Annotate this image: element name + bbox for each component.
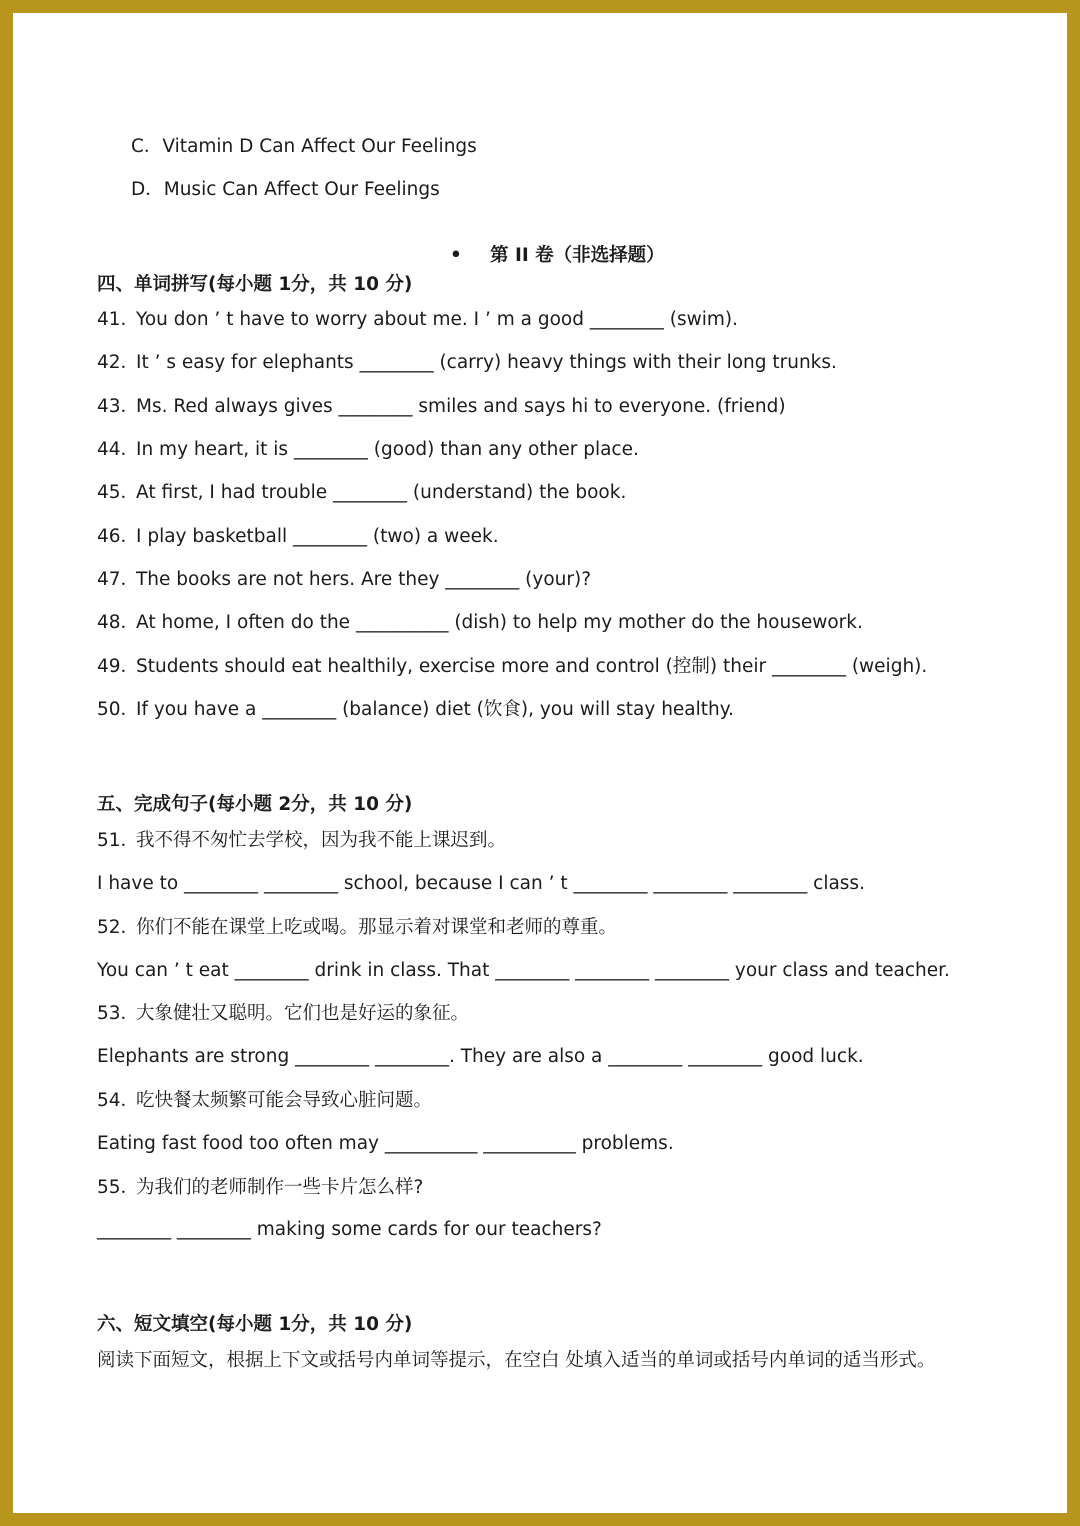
question-53-answer: Elephants are strong ________ ________. They are also a ________ ________ good luck. [97,1046,864,1067]
part2-title-row [450,244,665,268]
question-prompt: 吃快餐太频繁可能会导致心脏问题。 [136,1090,433,1111]
question-53-prompt [97,1002,469,1026]
question-prompt: 我不得不匆忙去学校，因为我不能上课迟到。 [136,830,507,851]
question-52-answer: You can ’ t eat ________ drink in class. That ________ ________ ________ your class and teacher. [97,960,950,981]
question-text: At first, I had trouble ________ (understand) the book. [136,482,627,503]
question-text: You don ’ t have to worry about me. I ’ m a good ________ (swim). [136,309,738,330]
question-48 [97,611,863,635]
question-number: 47． [97,569,140,590]
option-c [131,135,477,159]
question-number: 45． [97,482,140,503]
option-text: Vitamin D Can Affect Our Feelings [162,136,477,157]
question-number: 48． [97,612,140,633]
question-text: The books are not hers. Are they ________ (your)? [136,569,592,590]
question-47 [97,568,591,592]
question-number: 51． [97,830,140,851]
question-number: 43． [97,396,140,417]
option-text: Music Can Affect Our Feelings [163,179,440,200]
question-prompt: 为我们的老师制作一些卡片怎么样? [136,1177,424,1198]
question-43 [97,395,786,419]
section6-title: 六、短文填空(每小题 1分，共 10 分) [97,1314,413,1335]
question-41 [97,308,738,332]
question-55-answer: ________ ________ making some cards for our teachers? [97,1219,602,1240]
question-text: I play basketball ________ (two) a week. [136,526,499,547]
question-42 [97,351,837,375]
question-55-prompt [97,1176,423,1200]
part2-title: 第 II 卷（非选择题） [490,245,665,266]
question-50 [97,698,734,722]
question-54-prompt [97,1089,432,1113]
question-44 [97,438,639,462]
bullet-icon: • [450,245,462,266]
question-number: 50． [97,699,140,720]
question-49 [97,655,927,679]
question-text: Students should eat healthily, exercise more and control (控制) their ________ (weigh). [136,656,928,677]
section6-instruction: 阅读下面短文，根据上下文或括号内单词等提示，在空白 处填入适当的单词或括号内单词的适当形式。 [97,1350,936,1371]
question-text: It ’ s easy for elephants ________ (carry) heavy things with their long trunks. [136,352,837,373]
question-number: 52． [97,917,140,938]
question-number: 49． [97,656,140,677]
question-text: Ms. Red always gives ________ smiles and says hi to everyone. (friend) [136,396,786,417]
question-text: At home, I often do the __________ (dish) to help my mother do the housework. [136,612,863,633]
question-prompt: 大象健壮又聪明。它们也是好运的象征。 [136,1003,470,1024]
question-number: 46． [97,526,140,547]
option-d [131,178,440,202]
question-text: In my heart, it is ________ (good) than any other place. [136,439,639,460]
question-number: 41． [97,309,140,330]
question-54-answer: Eating fast food too often may __________ __________ problems. [97,1133,674,1154]
question-text: If you have a ________ (balance) diet (饮食), you will stay healthy. [136,699,734,720]
question-46 [97,525,499,549]
option-label: D． [131,179,164,200]
section5-title: 五、完成句子(每小题 2分，共 10 分) [97,794,413,815]
question-prompt: 你们不能在课堂上吃或喝。那显示着对课堂和老师的尊重。 [136,917,618,938]
question-number: 44． [97,439,140,460]
question-number: 53． [97,1003,140,1024]
question-number: 55． [97,1177,140,1198]
question-45 [97,481,626,505]
question-number: 42． [97,352,140,373]
question-52-prompt [97,916,617,940]
question-number: 54． [97,1090,140,1111]
page-frame [13,13,1067,1513]
section4-title: 四、单词拼写(每小题 1分，共 10 分) [97,274,413,295]
question-51-prompt [97,829,506,853]
question-51-answer: I have to ________ ________ school, because I can ’ t ________ ________ ________ class. [97,873,865,894]
option-label: C． [131,136,163,157]
